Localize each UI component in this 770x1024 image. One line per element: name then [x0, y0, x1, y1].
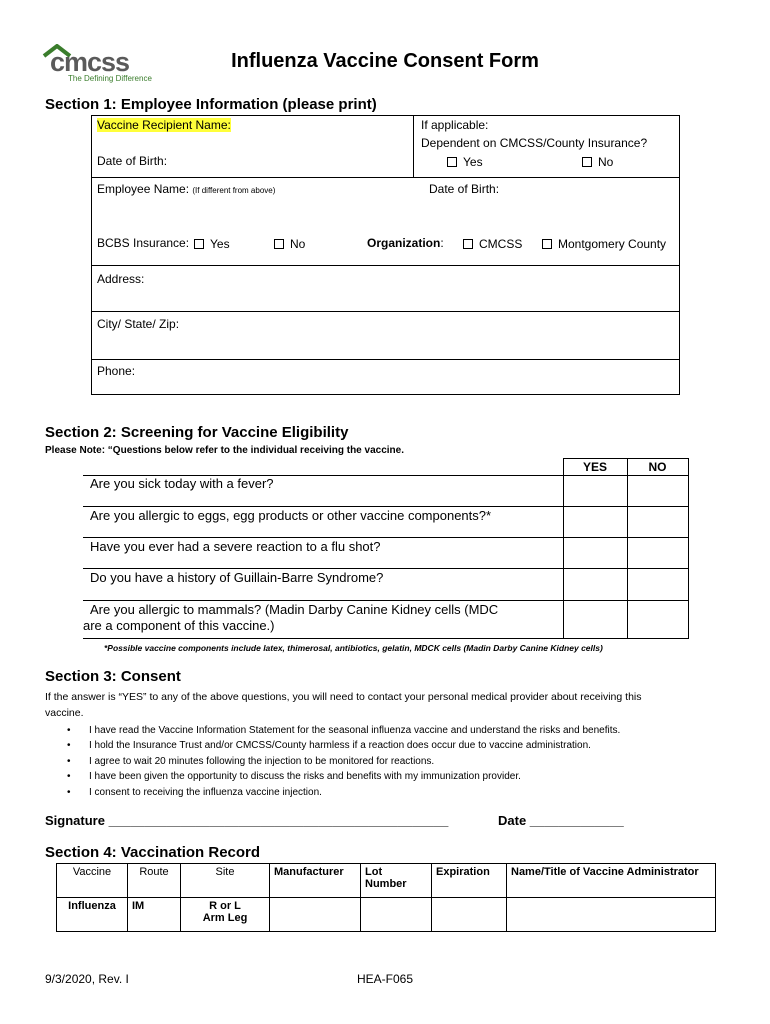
header-lot-number	[361, 864, 432, 898]
bcbs-yes-checkbox[interactable]	[194, 237, 230, 251]
address-label: Address:	[97, 272, 145, 286]
cell-route: IM	[128, 898, 181, 932]
cell-site-line1: R or L	[209, 900, 241, 912]
footer-revision: 9/3/2020, Rev. I	[45, 972, 129, 986]
bcbs-no-checkbox[interactable]	[274, 237, 305, 251]
consent-bullet-3: • I agree to wait 20 minutes following the injection to be monitored for reactions.	[67, 756, 435, 767]
consent-bullet-3-text: I agree to wait 20 minutes following the injection to be monitored for reactions.	[89, 756, 435, 767]
dependent-yes-checkbox[interactable]	[447, 155, 483, 169]
organization-text: Organization	[367, 236, 441, 250]
section4-heading: Section 4: Vaccination Record	[45, 844, 261, 861]
vaccine-components-footnote: *Possible vaccine components include latex, thimerosal, antibiotics, gelatin, MDCK cells (Madin Darby Canine Kidney cells)	[104, 643, 603, 653]
employee-name-label	[97, 182, 275, 196]
org-cmcss-checkbox[interactable]	[463, 237, 522, 251]
section2-note: Please Note: “Questions below refer to the individual receiving the vaccine.	[45, 445, 404, 456]
consent-bullet-2-text: I hold the Insurance Trust and/or CMCSS/County harmless if a reaction does occur due to vaccine administration.	[89, 740, 591, 751]
page-title: Influenza Vaccine Consent Form	[231, 50, 539, 72]
dob-label: Date of Birth:	[97, 154, 168, 168]
recipient-name-label	[97, 118, 231, 132]
cell-lot-number[interactable]	[361, 898, 432, 932]
consent-bullet-4-text: I have been given the opportunity to discuss the risks and benefits with my immunization provider.	[89, 771, 521, 782]
cell-manufacturer[interactable]	[270, 898, 361, 932]
dependent-no-checkbox[interactable]	[582, 155, 613, 169]
header-site: Site	[181, 864, 270, 898]
cell-expiration[interactable]	[432, 898, 507, 932]
phone-label: Phone:	[97, 364, 136, 378]
org-cmcss-label: CMCSS	[479, 237, 523, 251]
section3-heading: Section 3: Consent	[45, 668, 181, 685]
consent-bullet-2: • I hold the Insurance Trust and/or CMCSS/County harmless if a reaction does occur due to vaccine administration.	[67, 740, 591, 751]
section1-heading: Section 1: Employee Information (please print)	[45, 96, 377, 113]
header-expiration: Expiration	[432, 864, 507, 898]
yes-column-header: YES	[582, 460, 607, 474]
logo-tagline: The Defining Difference	[68, 74, 152, 83]
recipient-name-text: Vaccine Recipient Name:	[97, 118, 231, 132]
question-mammal-allergy: Are you allergic to mammals? (Madin Darby Canine Kidney cells (MDC	[90, 602, 499, 617]
org-montgomery-checkbox[interactable]	[542, 237, 666, 251]
question-guillain-barre: Do you have a history of Guillain-Barre Syndrome?	[90, 570, 384, 585]
dependent-yes-label: Yes	[463, 155, 483, 169]
consent-bullet-5-text: I consent to receiving the influenza vaccine injection.	[89, 787, 322, 798]
cell-site	[181, 898, 270, 932]
header-vaccine: Vaccine	[57, 864, 128, 898]
date-line[interactable]: Date _____________	[498, 813, 624, 828]
section2-heading: Section 2: Screening for Vaccine Eligibility	[45, 424, 349, 441]
bcbs-label: BCBS Insurance:	[97, 236, 190, 250]
organization-label	[367, 236, 444, 250]
bcbs-yes-label: Yes	[210, 237, 230, 251]
dependent-question: Dependent on CMCSS/County Insurance?	[421, 136, 648, 150]
header-number-text: Number	[365, 878, 407, 890]
question-severe-reaction: Have you ever had a severe reaction to a flu shot?	[90, 539, 381, 554]
bcbs-no-label: No	[290, 237, 306, 251]
organization-colon: :	[440, 236, 444, 250]
consent-bullet-4: • I have been given the opportunity to discuss the risks and benefits with my immunization provider.	[67, 771, 521, 782]
consent-intro-cont: vaccine.	[45, 707, 84, 719]
footer-form-number: HEA-F065	[357, 972, 414, 986]
consent-bullet-5: • I consent to receiving the influenza vaccine injection.	[67, 787, 322, 798]
header-route: Route	[128, 864, 181, 898]
signature-line[interactable]: Signature _______________________________________________	[45, 813, 449, 828]
header-lot-text: Lot	[365, 866, 383, 878]
consent-intro: If the answer is “YES” to any of the above questions, you will need to contact your personal medical provider about receiving this	[45, 691, 642, 703]
dob2-label: Date of Birth:	[429, 182, 500, 196]
vaccination-record-table	[56, 863, 716, 932]
employee-name-text: Employee Name:	[97, 182, 190, 196]
org-montgomery-label: Montgomery County	[558, 237, 667, 251]
employee-name-note: (If different from above)	[192, 186, 276, 195]
dependent-no-label: No	[598, 155, 614, 169]
cell-administrator[interactable]	[507, 898, 716, 932]
logo-wordmark: cmcss	[50, 47, 130, 77]
cell-site-line2: Arm Leg	[202, 912, 248, 924]
header-manufacturer: Manufacturer	[270, 864, 361, 898]
if-applicable-label: If applicable:	[421, 118, 489, 132]
question-egg-allergy: Are you allergic to eggs, egg products or other vaccine components?*	[90, 508, 492, 523]
no-column-header: NO	[648, 460, 667, 474]
cell-vaccine: Influenza	[57, 898, 128, 932]
header-administrator: Name/Title of Vaccine Administrator	[507, 864, 716, 898]
question-fever: Are you sick today with a fever?	[90, 476, 274, 491]
question-mammal-allergy-cont: are a component of this vaccine.)	[83, 618, 275, 633]
city-state-zip-label: City/ State/ Zip:	[97, 317, 180, 331]
consent-bullet-1: • I have read the Vaccine Information Statement for the seasonal influenza vaccine and understand the risks and benefits.	[67, 725, 621, 736]
consent-bullet-1-text: I have read the Vaccine Information Statement for the seasonal influenza vaccine and understand the risks and benefits.	[89, 725, 621, 736]
